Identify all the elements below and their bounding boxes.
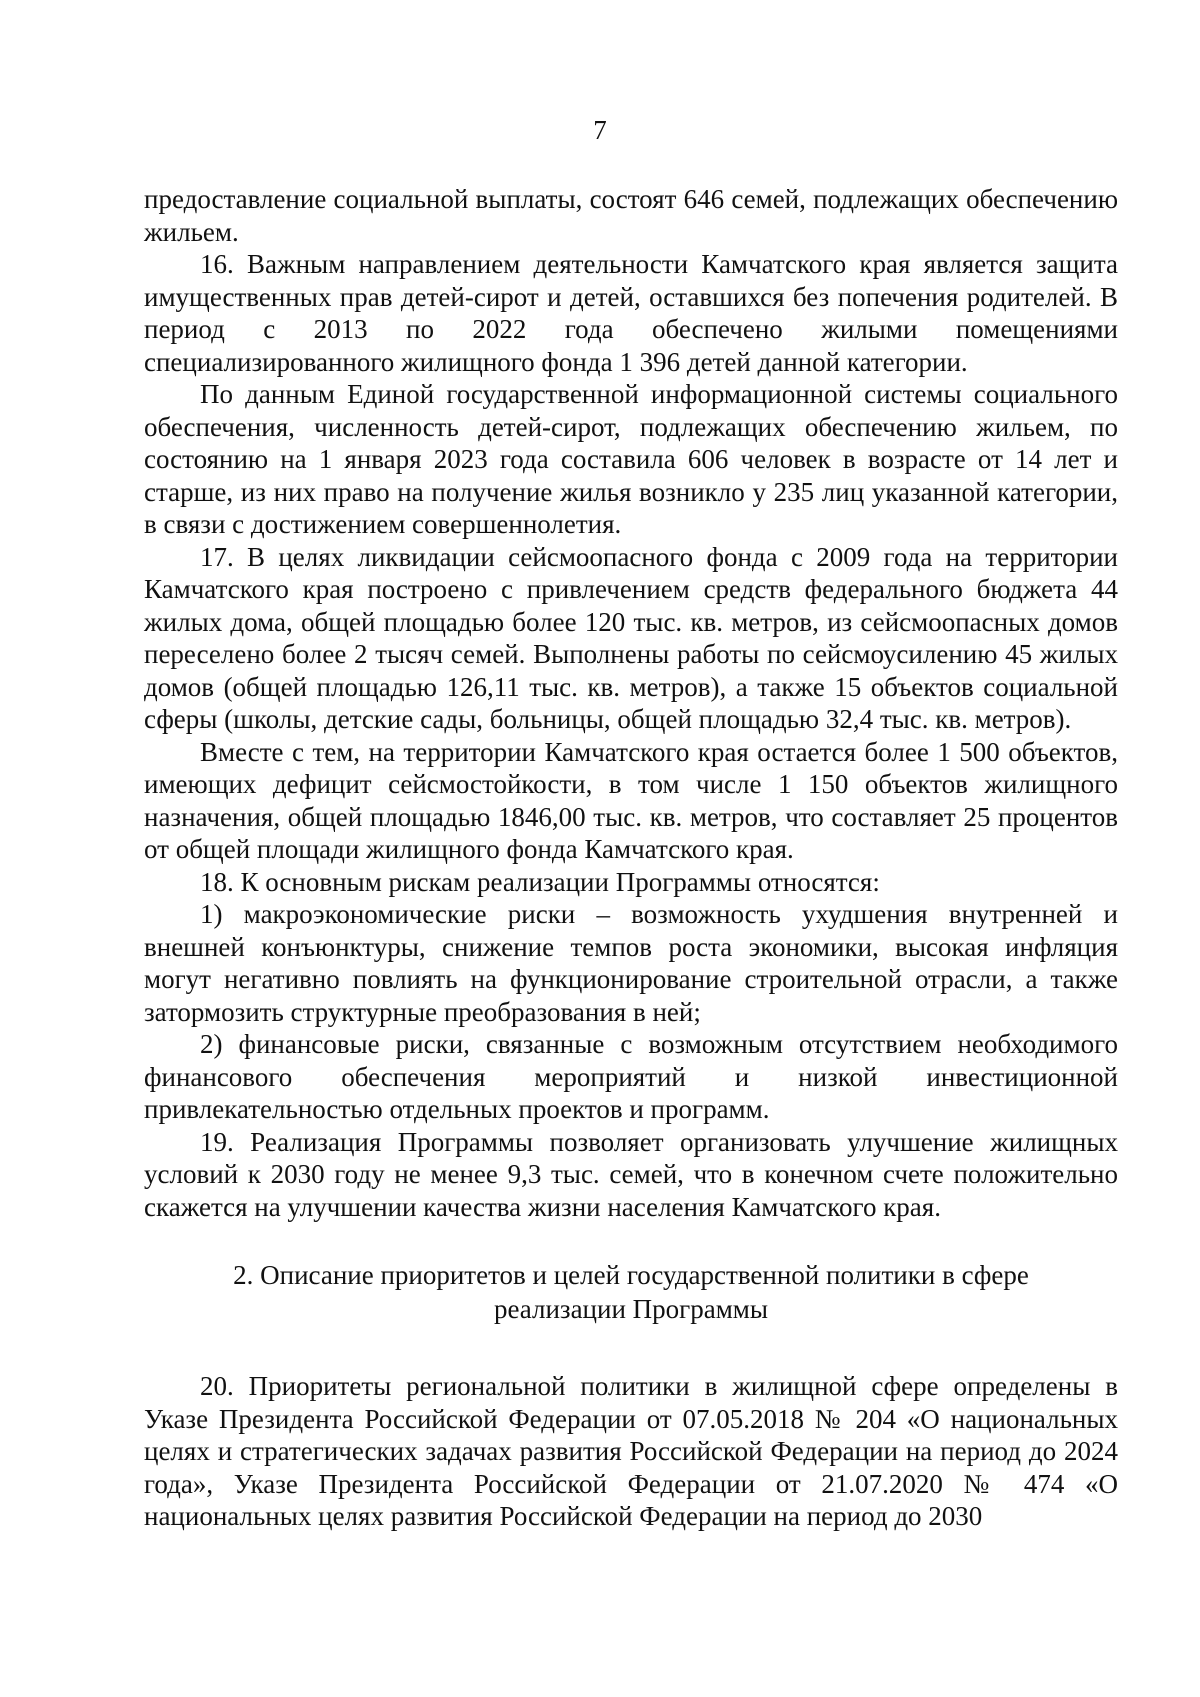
paragraph-risk-financial: 2) финансовые риски, связанные с возможным отсутствием необходимого финансового обеспечения мероприятий и низкой инвестиционной привлекательностью отдельных проектов и программ. <box>144 1029 1118 1124</box>
paragraph-17: 17. В целях ликвидации сейсмоопасного фонда с 2009 года на территории Камчатского края построено с привлечением средств федерального бюджета 44 жилых дома, общей площадью более 120 тыс. кв. метров, из сейсмоопасных домов переселено более 2 тысяч семей. Выполнены работы по сейсмоусилению 45 жилых домов (общей площадью 126,11 тыс. кв. метров), а также 15 объектов социальной сферы (школы, детские сады, больницы, общей площадью 32,4 тыс. кв. метров). <box>144 541 1118 734</box>
page-number: 7 <box>593 115 607 145</box>
heading-spacer <box>144 1326 1118 1370</box>
paragraph-orphans-statistics: По данным Единой государственной информационной системы социального обеспечения, численность детей-сирот, подлежащих обеспечению жильем, по состоянию на 1 января 2023 года составила 606 человек в возрасте от 14 лет и старше, из них право на получение жилья возникло у 235 лиц указанной категории, в связи с достижением совершеннолетия. <box>144 379 1118 539</box>
paragraph-continuation: предоставление социальной выплаты, состоят 646 семей, подлежащих обеспечению жильем. <box>144 184 1118 247</box>
paragraph-20: 20. Приоритеты региональной политики в жилищной сфере определены в Указе Президента Российской Федерации от 07.05.2018 № 204 «О национальных целях и стратегических задачах развития Российской Федерации на период до 2024 года», Указе Президента Российской Федерации от 21.07.2020 № 474 «О национальных целях развития Российской Федерации на период до 2030 <box>144 1371 1118 1531</box>
paragraph-18: 18. К основным рискам реализации Программы относятся: <box>200 866 880 897</box>
paragraph-16: 16. Важным направлением деятельности Камчатского края является защита имущественных прав детей-сирот и детей, оставшихся без попечения родителей. В период с 2013 по 2022 года обеспечено жилыми помещениями специализированного жилищного фонда 1 396 детей данной категории. <box>144 249 1118 377</box>
paragraph-seismic-deficit: Вместе с тем, на территории Камчатского края остается более 1 500 объектов, имеющих дефицит сейсмостойкости, в том числе 1 150 объектов жилищного назначения, общей площадью 1846,00 тыс. кв. метров, что составляет 25 процентов от общей площади жилищного фонда Камчатского края. <box>144 736 1118 864</box>
document-body <box>144 183 1118 1533</box>
section-heading: 2. Описание приоритетов и целей государственной политики в сфере реализации Программы <box>233 1260 1029 1324</box>
paragraph-risk-macroeconomic: 1) макроэкономические риски – возможность ухудшения внутренней и внешней конъюнктуры, снижение темпов роста экономики, высокая инфляция могут негативно повлиять на функционирование строительной отрасли, а также затормозить структурные преобразования в ней; <box>144 899 1118 1027</box>
paragraph-19: 19. Реализация Программы позволяет организовать улучшение жилищных условий к 2030 году не менее 9,3 тыс. семей, что в конечном счете положительно скажется на улучшении качества жизни населения Камчатского края. <box>144 1126 1118 1222</box>
